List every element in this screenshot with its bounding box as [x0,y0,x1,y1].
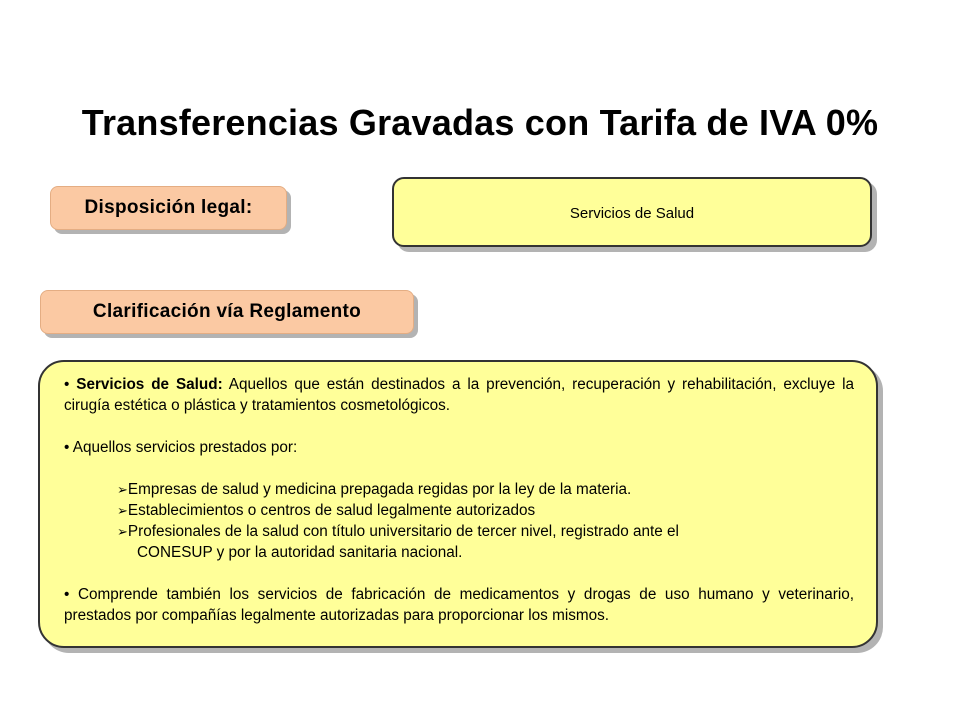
health-services-definition: Aquellos que están destinados a la prevención, recuperación y rehabilitación, excluye la cirugía estética o plástica y tratamientos cosmetológicos. [64,376,855,414]
paragraph-health-services [64,374,854,416]
paragraph-services-provided-by [64,437,854,458]
services-provided-by-text: Aquellos servicios prestados por: [72,439,298,456]
bullet-icon: • [64,586,70,603]
list-item [117,479,854,500]
regulation-clarification-label: Clarificación vía Reglamento [40,290,414,334]
list-item [117,500,854,521]
term-health-services: Servicios de Salud: [76,376,223,393]
provider-list [64,479,854,563]
legal-disposition-label: Disposición legal: [50,186,287,230]
bullet-icon: • [64,376,70,393]
list-item [117,521,854,542]
slide-title: Transferencias Gravadas con Tarifa de IVA 0% [81,102,879,143]
paragraph-manufacturing-services [64,584,854,626]
list-item-continuation: CONESUP y por la autoridad sanitaria nacional. [137,544,463,561]
list-item-text: Profesionales de la salud con título universitario de tercer nivel, registrado ante el [127,523,679,540]
arrow-bullet-icon: ➢ [117,482,128,497]
regulation-content-box [38,360,878,648]
legal-disposition-text: Servicios de Salud [569,205,695,222]
list-item-text: Establecimientos o centros de salud legalmente autorizados [127,502,536,519]
bullet-icon: • [64,439,70,456]
manufacturing-services-text: Comprende también los servicios de fabricación de medicamentos y drogas de uso humano y veterinario, prestados por compañías legalmente autorizadas para proporcionar los mismos. [64,586,855,624]
arrow-bullet-icon: ➢ [117,524,128,539]
arrow-bullet-icon: ➢ [117,503,128,518]
list-item-text: Empresas de salud y medicina prepagada regidas por la ley de la materia. [127,481,632,498]
legal-disposition-box [392,177,872,247]
